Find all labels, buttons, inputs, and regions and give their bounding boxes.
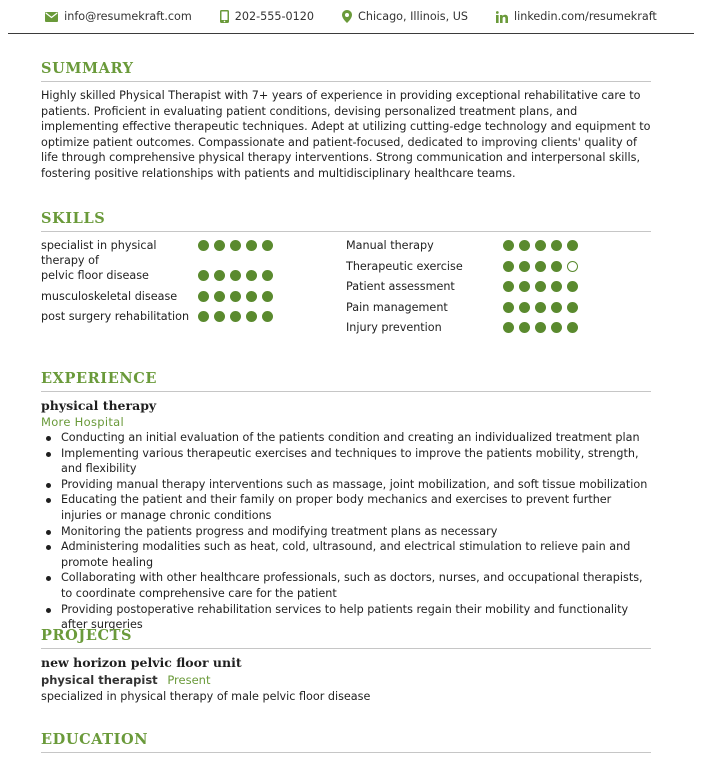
summary-text: Highly skilled Physical Therapist with 7+ years of experience in providing exceptional rehabilitative care to patients. Proficient in evaluating patient conditions, devising personalized treatment plans, and implementing effective therapeutic techniques. Adept at utilizing cutting-edge technology and equipment to optimize patient outcomes. Compassionate and patient-focused, dedicated to improving clients' quality of life through comprehensive physical therapy interventions. Strong communication and interpersonal skills, fostering positive relationships with patients and multidisciplinary healthcare teams. — [41, 89, 651, 180]
skill-row — [346, 259, 651, 280]
experience-bullet: Providing manual therapy interventions such as massage, joint mobilization, and soft tissue mobilization — [41, 477, 651, 493]
rating-dot-filled — [567, 281, 578, 292]
rating-dot-filled — [503, 281, 514, 292]
experience-section — [41, 370, 651, 633]
skill-name: specialist in physical therapy of — [41, 239, 157, 267]
skill-rating — [198, 268, 273, 281]
skill-rating — [198, 289, 273, 302]
contact-email[interactable] — [45, 10, 192, 23]
email-icon — [45, 12, 58, 22]
project-name: new horizon pelvic floor unit — [41, 655, 242, 670]
experience-bullet: Providing postoperative rehabilitation services to help patients regain their mobility and functionality after surgeries — [41, 602, 651, 633]
rating-dot-filled — [551, 302, 562, 313]
skill-name: pelvic floor disease — [41, 269, 149, 282]
skill-name: Patient assessment — [346, 280, 455, 293]
rating-dot-filled — [262, 270, 273, 281]
project-role: physical therapist — [41, 673, 158, 687]
rating-dot-filled — [567, 302, 578, 313]
skill-row — [41, 289, 346, 310]
skill-row — [346, 300, 651, 321]
skill-row — [346, 238, 651, 259]
rating-dot-filled — [230, 240, 241, 251]
rating-dot-filled — [519, 240, 530, 251]
rating-dot-filled — [214, 270, 225, 281]
phone-text: 202-555-0120 — [234, 10, 315, 23]
contact-linkedin[interactable] — [496, 10, 657, 23]
skill-rating — [503, 279, 578, 292]
skill-name: musculoskeletal disease — [41, 289, 178, 303]
rating-dot-filled — [230, 311, 241, 322]
rating-dot-filled — [503, 240, 514, 251]
location-text: Chicago, Illinois, US — [358, 10, 469, 23]
rating-dot-filled — [198, 291, 209, 302]
skill-rating — [198, 238, 273, 251]
experience-bullet: Administering modalities such as heat, cold, ultrasound, and electrical stimulation to relieve pain and promote healing — [41, 539, 651, 570]
rating-dot-filled — [519, 302, 530, 313]
rating-dot-filled — [551, 261, 562, 272]
rating-dot-filled — [198, 240, 209, 251]
summary-section — [41, 60, 651, 182]
skill-row — [346, 279, 651, 300]
rating-dot-filled — [503, 302, 514, 313]
experience-bullet: Monitoring the patients progress and modifying treatment plans as necessary — [41, 524, 651, 540]
experience-title: EXPERIENCE — [41, 370, 651, 392]
rating-dot-filled — [214, 311, 225, 322]
rating-dot-filled — [246, 311, 257, 322]
skill-rating — [503, 259, 578, 272]
skills-section — [41, 210, 651, 341]
projects-section — [41, 627, 651, 703]
skill-name: post surgery rehabilitation — [41, 310, 190, 323]
project-role-line — [41, 673, 651, 687]
rating-dot-filled — [246, 291, 257, 302]
email-text: info@resumekraft.com — [64, 10, 192, 23]
phone-icon — [220, 10, 229, 23]
skill-name: Pain management — [346, 300, 448, 314]
rating-dot-filled — [198, 270, 209, 281]
rating-dot-filled — [519, 281, 530, 292]
rating-dot-filled — [262, 311, 273, 322]
skill-row — [41, 309, 346, 330]
rating-dot-filled — [230, 291, 241, 302]
skill-rating — [503, 300, 578, 313]
linkedin-icon — [496, 11, 508, 23]
skill-row — [346, 320, 651, 341]
rating-dot-filled — [246, 240, 257, 251]
rating-dot-filled — [230, 270, 241, 281]
rating-dot-filled — [262, 240, 273, 251]
experience-bullets — [41, 430, 651, 633]
rating-dot-filled — [535, 281, 546, 292]
project-date: Present — [167, 673, 211, 687]
rating-dot-filled — [198, 311, 209, 322]
skill-name: Injury prevention — [346, 321, 442, 334]
experience-bullet: Educating the patient and their family on proper body mechanics and exercises to prevent further injuries or manage chronic conditions — [41, 492, 651, 523]
skill-name: Therapeutic exercise — [346, 259, 463, 273]
contact-bar — [8, 0, 694, 34]
skill-rating — [198, 309, 273, 322]
job-title: physical therapy — [41, 398, 157, 413]
skills-left-column — [41, 238, 346, 341]
rating-dot-filled — [551, 240, 562, 251]
rating-dot-filled — [503, 322, 514, 333]
rating-dot-filled — [262, 291, 273, 302]
summary-title: SUMMARY — [41, 60, 651, 82]
skill-row — [41, 268, 346, 289]
rating-dot-filled — [519, 261, 530, 272]
rating-dot-filled — [535, 261, 546, 272]
linkedin-text: linkedin.com/resumekraft — [514, 10, 657, 23]
skill-row — [41, 238, 346, 268]
skill-name: Manual therapy — [346, 239, 434, 252]
rating-dot-filled — [503, 261, 514, 272]
rating-dot-filled — [535, 302, 546, 313]
contact-location — [342, 10, 468, 23]
rating-dot-filled — [519, 322, 530, 333]
experience-bullet: Implementing various therapeutic exercises and techniques to improve the patients mobility, strength, and flexibility — [41, 446, 651, 477]
experience-bullet: Collaborating with other healthcare professionals, such as doctors, nurses, and occupational therapists, to coordinate comprehensive care for the patient — [41, 570, 651, 601]
skills-title: SKILLS — [41, 210, 651, 232]
rating-dot-filled — [567, 322, 578, 333]
rating-dot-filled — [551, 322, 562, 333]
contact-phone[interactable] — [220, 10, 314, 23]
skill-rating — [503, 320, 578, 333]
education-section — [41, 731, 651, 759]
skills-grid — [41, 238, 651, 341]
resume-body — [41, 60, 651, 748]
project-description: specialized in physical therapy of male pelvic floor disease — [41, 690, 371, 703]
education-title: EDUCATION — [41, 731, 651, 753]
rating-dot-filled — [535, 322, 546, 333]
experience-bullet: Conducting an initial evaluation of the patients condition and creating an individualized treatment plan — [41, 430, 651, 446]
rating-dot-filled — [214, 240, 225, 251]
rating-dot-filled — [214, 291, 225, 302]
rating-dot-empty — [567, 261, 578, 272]
map-pin-icon — [342, 10, 352, 23]
skill-rating — [503, 238, 578, 251]
projects-title: PROJECTS — [41, 627, 651, 649]
rating-dot-filled — [246, 270, 257, 281]
rating-dot-filled — [567, 240, 578, 251]
skills-right-column — [346, 238, 651, 341]
company-name: More Hospital — [41, 415, 124, 429]
rating-dot-filled — [535, 240, 546, 251]
rating-dot-filled — [551, 281, 562, 292]
